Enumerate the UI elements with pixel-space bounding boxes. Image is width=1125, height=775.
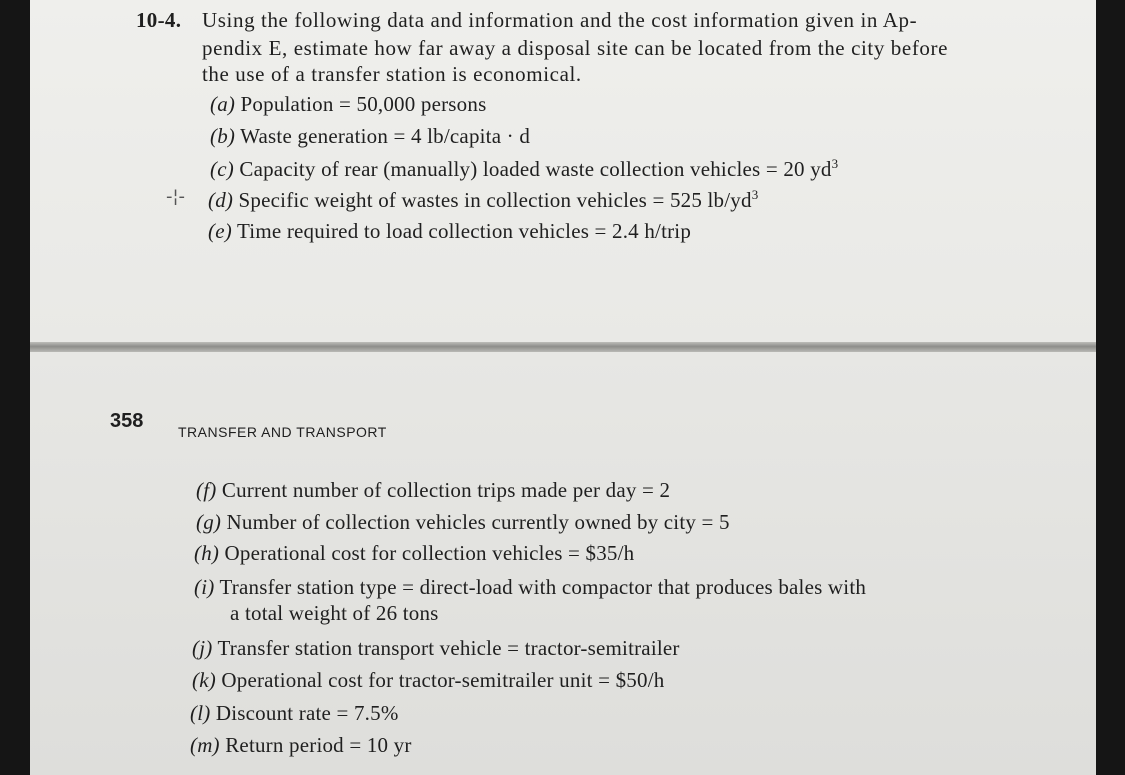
margin-tick-mark: -¦- bbox=[166, 186, 186, 207]
item-label: (c) bbox=[210, 157, 234, 181]
item-text: a total weight of 26 tons bbox=[230, 601, 439, 625]
list-item bbox=[194, 575, 866, 600]
list-item bbox=[192, 668, 664, 693]
list-item bbox=[196, 510, 730, 535]
page-fold-divider bbox=[30, 342, 1096, 352]
list-item bbox=[208, 187, 758, 213]
problem-text-line-3: the use of a transfer station is economical. bbox=[202, 62, 582, 86]
list-item bbox=[194, 541, 634, 566]
list-item bbox=[190, 701, 399, 726]
item-label: (f) bbox=[196, 478, 217, 502]
list-item bbox=[210, 156, 838, 182]
list-item-continuation bbox=[230, 601, 439, 626]
item-text: Transfer station type = direct-load with compactor that produces bales with bbox=[219, 575, 867, 599]
running-head: TRANSFER AND TRANSPORT bbox=[178, 424, 387, 440]
problem-number: 10-4. bbox=[136, 8, 182, 32]
item-text: Capacity of rear (manually) loaded waste collection vehicles = 20 yd bbox=[239, 157, 832, 181]
item-label: (g) bbox=[196, 510, 222, 534]
item-text: Return period = 10 yr bbox=[225, 733, 412, 757]
item-text: Number of collection vehicles currently owned by city = 5 bbox=[226, 510, 730, 534]
item-text: Discount rate = 7.5% bbox=[215, 701, 399, 725]
item-label: (m) bbox=[190, 733, 220, 757]
item-label: (j) bbox=[192, 636, 213, 660]
item-label: (d) bbox=[208, 188, 234, 212]
item-label: (a) bbox=[210, 92, 236, 116]
list-item bbox=[196, 478, 670, 503]
list-item bbox=[210, 124, 530, 149]
item-label: (l) bbox=[190, 701, 211, 725]
item-superscript: 3 bbox=[751, 187, 759, 202]
item-text: Waste generation = 4 lb/capita · d bbox=[240, 124, 531, 148]
item-text: Operational cost for collection vehicles = $35/h bbox=[224, 541, 635, 565]
item-text: Population = 50,000 persons bbox=[240, 92, 487, 116]
item-text: Operational cost for tractor-semitrailer unit = $50/h bbox=[221, 668, 665, 692]
textbook-page bbox=[30, 0, 1096, 775]
list-item bbox=[192, 636, 680, 661]
list-item bbox=[210, 92, 486, 117]
item-text: Time required to load collection vehicles = 2.4 h/trip bbox=[237, 219, 692, 243]
list-item bbox=[190, 733, 412, 758]
list-item bbox=[208, 219, 691, 244]
item-text: Specific weight of wastes in collection vehicles = 525 lb/yd bbox=[238, 188, 752, 212]
item-text: Transfer station transport vehicle = tractor-semitrailer bbox=[217, 636, 680, 660]
item-label: (b) bbox=[210, 124, 236, 148]
item-superscript: 3 bbox=[831, 156, 839, 171]
problem-text-line-1: Using the following data and information and the cost information given in Ap- bbox=[202, 8, 918, 32]
item-label: (i) bbox=[194, 575, 215, 599]
item-label: (h) bbox=[194, 541, 220, 565]
page-number: 358 bbox=[110, 410, 144, 432]
item-text: Current number of collection trips made per day = 2 bbox=[221, 478, 671, 502]
problem-text-line-2: pendix E, estimate how far away a disposal site can be located from the city before bbox=[202, 36, 949, 60]
item-label: (k) bbox=[192, 668, 216, 692]
item-label: (e) bbox=[208, 219, 232, 243]
